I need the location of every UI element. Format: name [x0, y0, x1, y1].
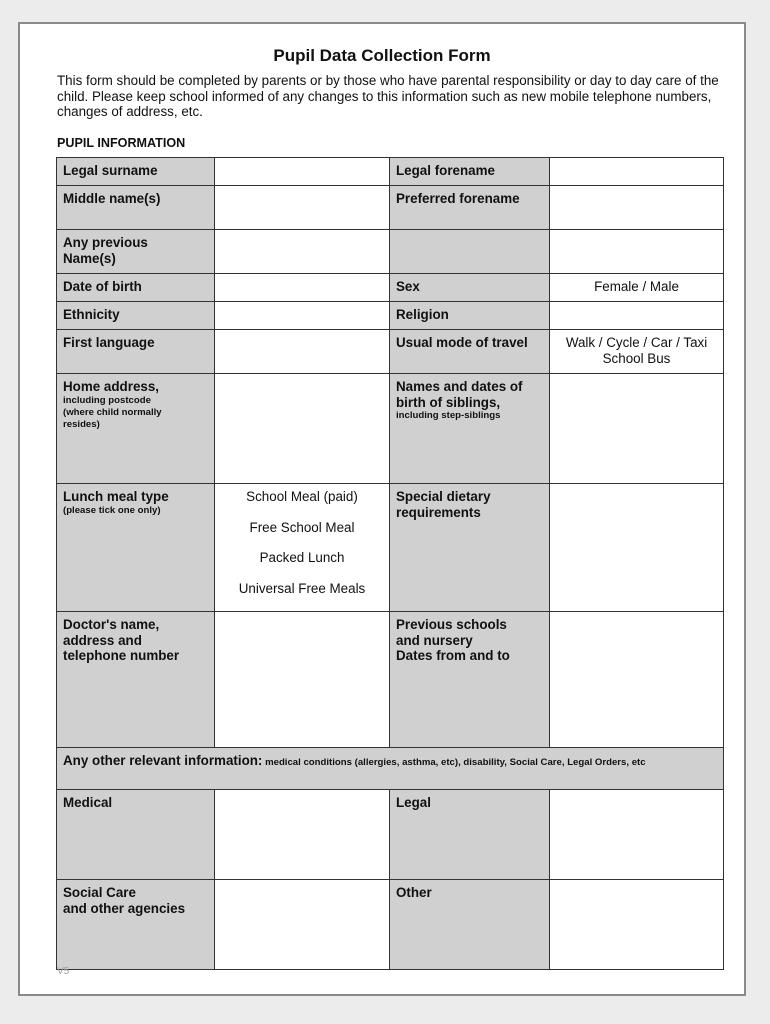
legal-forename-field[interactable] [550, 158, 724, 186]
legal-surname-label: Legal surname [57, 158, 215, 186]
social-care-label: Social Care and other agencies [57, 880, 215, 970]
medical-label: Medical [57, 790, 215, 880]
prev-schools-label: Previous schools and nursery Dates from and to [390, 612, 550, 748]
legal-surname-field[interactable] [215, 158, 390, 186]
dietary-field[interactable] [550, 484, 724, 612]
other-label: Other [390, 880, 550, 970]
preferred-forename-field[interactable] [550, 186, 724, 230]
sex-options[interactable]: Female / Male [550, 274, 724, 302]
siblings-field[interactable] [550, 374, 724, 484]
middle-names-label: Middle name(s) [57, 186, 215, 230]
pupil-info-table [56, 157, 724, 970]
blank-field-cell[interactable] [550, 230, 724, 274]
other-info-header: Any other relevant information: medical conditions (allergies, asthma, etc), disability, Social Care, Legal Orders, etc [57, 748, 724, 790]
travel-label: Usual mode of travel [390, 330, 550, 374]
home-address-label: Home address, including postcode (where child normally resides) [57, 374, 215, 484]
doctor-field[interactable] [215, 612, 390, 748]
ethnicity-field[interactable] [215, 302, 390, 330]
lunch-option-paid[interactable]: School Meal (paid) [246, 489, 358, 504]
form-page [18, 22, 746, 996]
previous-names-field[interactable] [215, 230, 390, 274]
social-care-field[interactable] [215, 880, 390, 970]
medical-field[interactable] [215, 790, 390, 880]
blank-label-cell [390, 230, 550, 274]
ethnicity-label: Ethnicity [57, 302, 215, 330]
dob-label: Date of birth [57, 274, 215, 302]
first-language-field[interactable] [215, 330, 390, 374]
other-field[interactable] [550, 880, 724, 970]
dietary-label: Special dietary requirements [390, 484, 550, 612]
lunch-options [215, 484, 390, 612]
siblings-label: Names and dates of birth of siblings, including step-siblings [390, 374, 550, 484]
first-language-label: First language [57, 330, 215, 374]
preferred-forename-label: Preferred forename [390, 186, 550, 230]
lunch-label: Lunch meal type (please tick one only) [57, 484, 215, 612]
religion-label: Religion [390, 302, 550, 330]
legal-label: Legal [390, 790, 550, 880]
legal-field[interactable] [550, 790, 724, 880]
lunch-option-free[interactable]: Free School Meal [249, 519, 355, 535]
dob-field[interactable] [215, 274, 390, 302]
previous-names-label: Any previous Name(s) [57, 230, 215, 274]
travel-options[interactable]: Walk / Cycle / Car / Taxi School Bus [550, 330, 724, 374]
religion-field[interactable] [550, 302, 724, 330]
sex-label: Sex [390, 274, 550, 302]
home-address-field[interactable] [215, 374, 390, 484]
middle-names-field[interactable] [215, 186, 390, 230]
doctor-label: Doctor's name, address and telephone number [57, 612, 215, 748]
version-label: V5 [57, 966, 70, 977]
lunch-option-packed[interactable]: Packed Lunch [259, 550, 345, 566]
section-heading: PUPIL INFORMATION [57, 136, 186, 150]
page-title: Pupil Data Collection Form [273, 46, 491, 65]
intro-text: This form should be completed by parents or by those who have parental responsibility or day to day care of the child. Please keep school informed of any changes to this information such as new mobile telephone numbers, changes of address, etc. [57, 73, 719, 119]
legal-forename-label: Legal forename [390, 158, 550, 186]
lunch-option-universal[interactable]: Universal Free Meals [238, 580, 366, 596]
prev-schools-field[interactable] [550, 612, 724, 748]
